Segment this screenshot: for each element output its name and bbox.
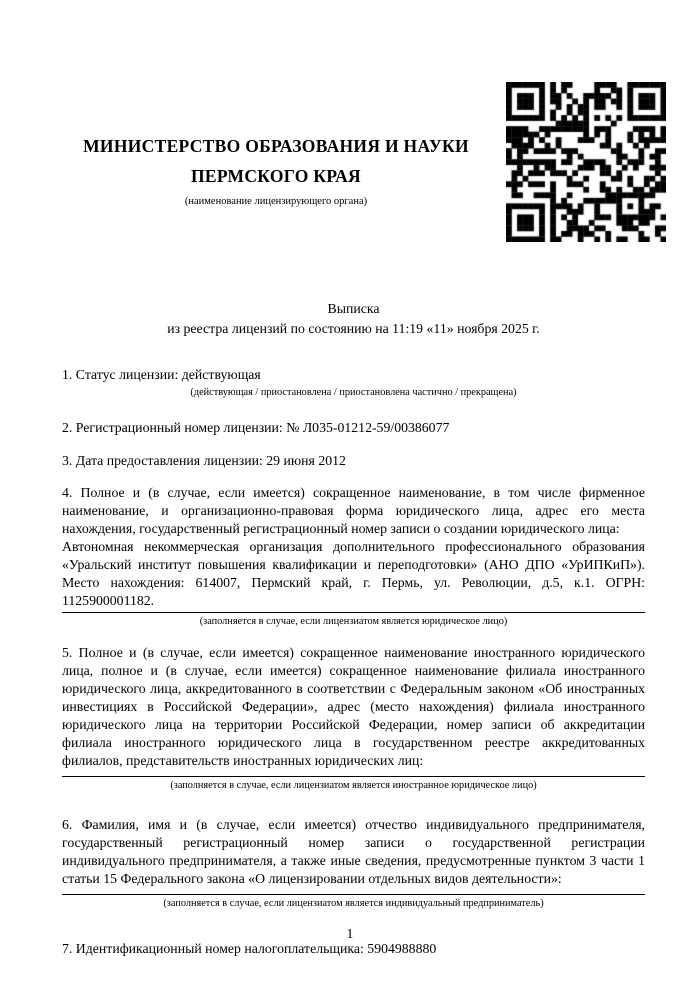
licensing-authority-caption: (наименование лицензирующего органа) (184, 196, 368, 207)
licensing-authority-name-line2: ПЕРМСКОГО КРАЯ (191, 166, 361, 186)
item-registration-number (62, 419, 645, 437)
item-taxpayer-id (62, 940, 645, 958)
document-title (62, 299, 645, 339)
item-foreign-entity (62, 644, 645, 792)
item-legal-entity (62, 484, 645, 628)
item-grant-date (62, 452, 645, 470)
item-foreign-entity-label: 5. Полное и (в случае, если имеется) сокращенное наименование иностранного юридического лица, полное и (в случае, если имеется) сокращенное наименование филиала иностранного юридического лица, аккредитованного в соответствии с Федеральным законом «Об иностранных инвестициях в Российской Федерации», адрес (место нахождения) филиала иностранного юридического лица на территории Российской Федерации, номер записи об аккредитации филиала иностранного юридического лица в государственном реестре аккредитованных филиалов, представительств иностранных юридических лиц: (62, 645, 645, 768)
document-title-line1: Выписка (327, 301, 380, 316)
qr-code-icon (506, 82, 666, 242)
page-number: 1 (346, 926, 354, 941)
item-foreign-entity-caption: (заполняется в случае, если лицензиатом является иностранное юридическое лицо) (170, 780, 537, 791)
item-license-status-text: 1. Статус лицензии: действующая (62, 367, 261, 382)
item-license-status (62, 366, 645, 399)
item-individual-entrepreneur-caption: (заполняется в случае, если лицензиатом является индивидуальный предприниматель) (163, 898, 544, 909)
item-registration-number-text: 2. Регистрационный номер лицензии: № Л035-01212-59/00386077 (62, 420, 450, 435)
item-legal-entity-label: 4. Полное и (в случае, если имеется) сокращенное наименование, в том числе фирменное наименование, и организационно-правовая форма юридического лица, адрес его места нахождения, государственный регистрационный номер записи о создании юридического лица: (62, 485, 645, 536)
item-individual-entrepreneur-blank-line (62, 888, 645, 895)
item-license-status-caption: (действующая / приостановлена / приостановлена частично / прекращена) (190, 387, 517, 398)
licensing-authority-name-line1: МИНИСТЕРСТВО ОБРАЗОВАНИЯ И НАУКИ (83, 136, 469, 156)
item-individual-entrepreneur-label: 6. Фамилия, имя и (в случае, если имеется) отчество индивидуального предпринимателя, государственный регистрационный номер записи о государственной регистрации индивидуального предпринимателя, а также иные сведения, предусмотренные пунктом 3 части 1 статьи 15 Федерального закона «О лицензировании отдельных видов деятельности»: (62, 817, 645, 886)
item-taxpayer-id-text: 7. Идентификационный номер налогоплательщика: 5904988880 (62, 941, 437, 956)
item-legal-entity-value: Автономная некоммерческая организация дополнительного профессионального образования «Уральский институт повышения квалификации и переподготовки» (АНО ДПО «УрИПКиП»). Место нахождения: 614007, Пермский край, г. Пермь, ул. Революции, д.5, к.1. ОГРН: 1125900001182. (62, 538, 645, 613)
item-legal-entity-caption: (заполняется в случае, если лицензиатом является юридическое лицо) (199, 616, 508, 627)
licensing-authority-name (62, 131, 490, 191)
licensing-authority-header (62, 131, 490, 208)
document-body (62, 366, 645, 973)
item-foreign-entity-blank-line (62, 770, 645, 777)
document-title-line2: из реестра лицензий по состоянию на 11:19 «11» ноября 2025 г. (167, 321, 540, 336)
item-grant-date-text: 3. Дата предоставления лицензии: 29 июня 2012 (62, 453, 346, 468)
item-individual-entrepreneur (62, 816, 645, 910)
